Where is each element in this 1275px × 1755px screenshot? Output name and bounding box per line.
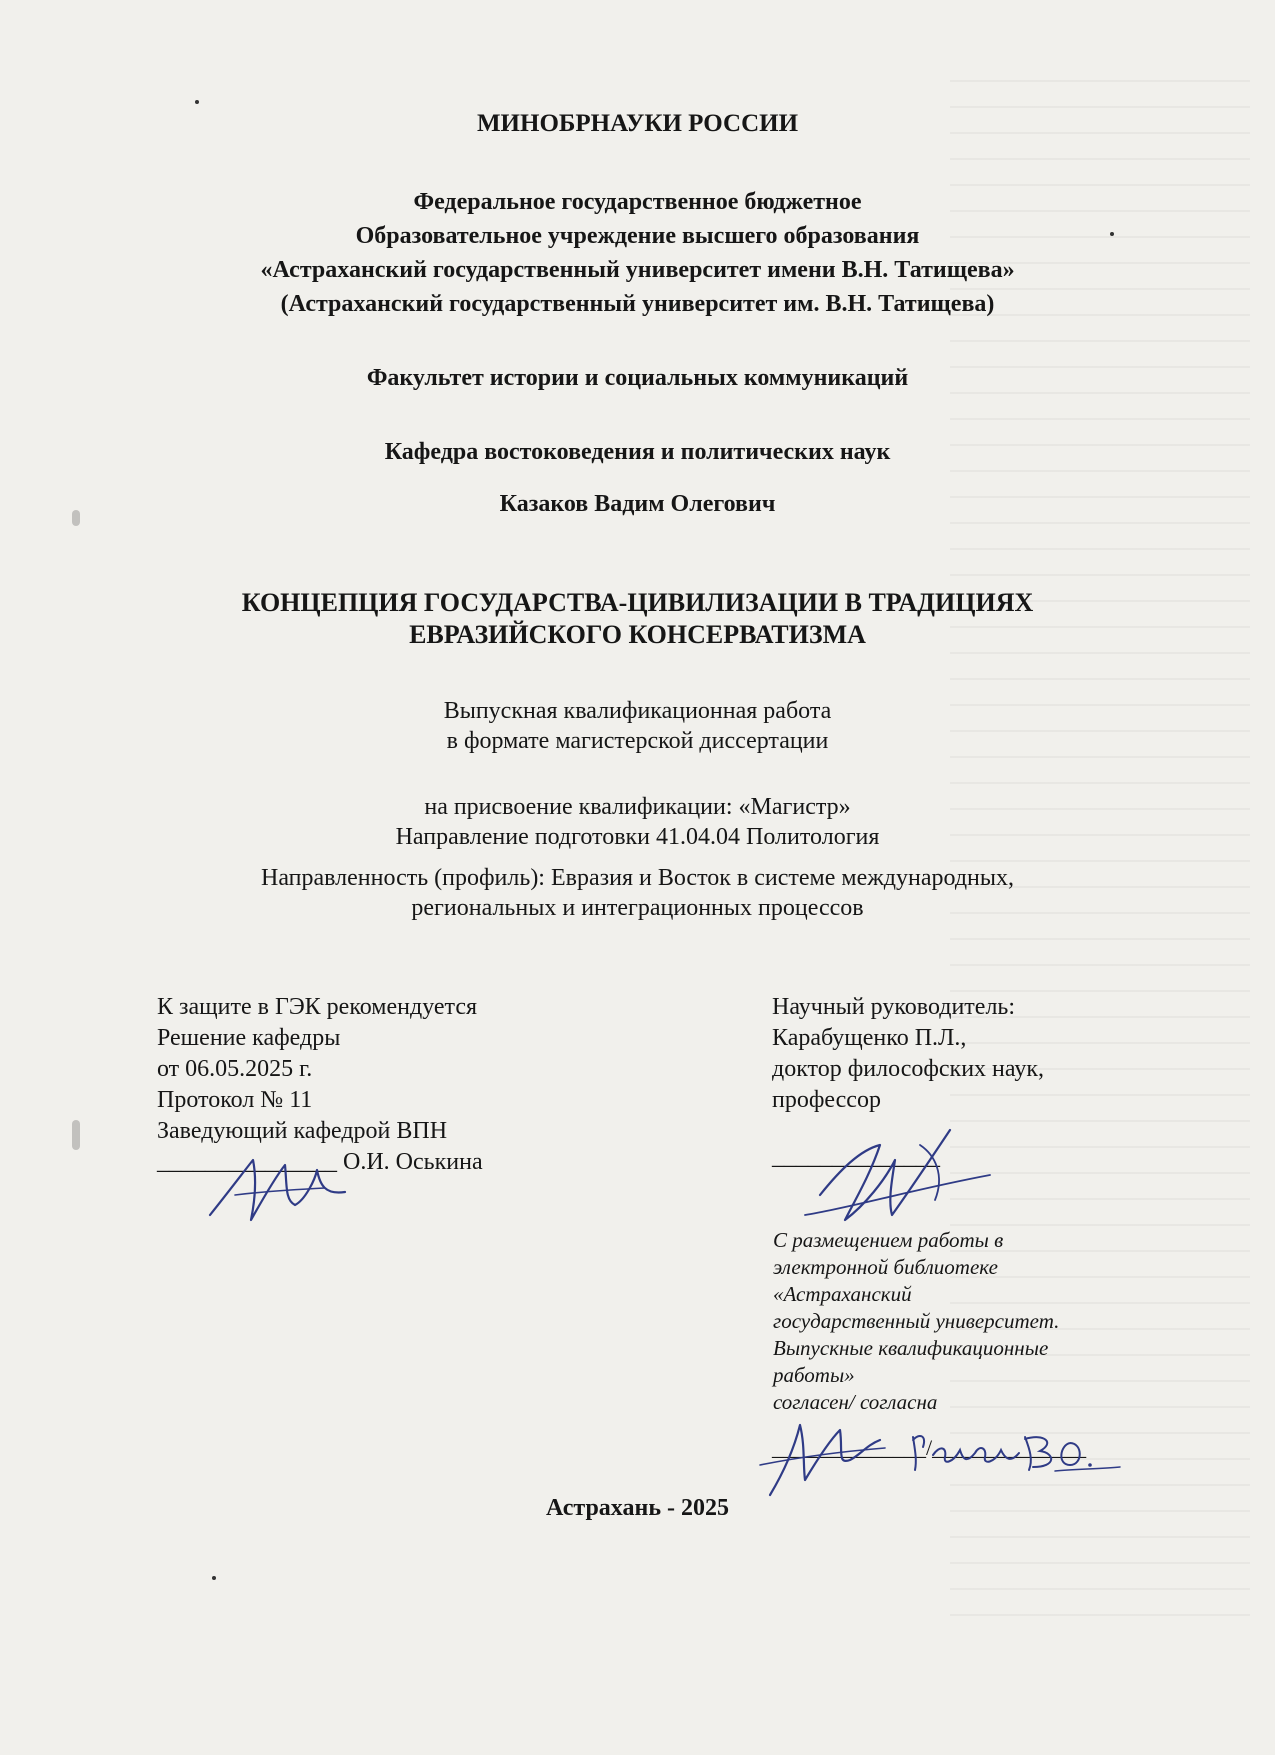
consent-handwritten-name	[905, 1425, 1125, 1475]
supervisor-name: Карабущенко П.Л.,	[772, 1025, 967, 1051]
library-consent-block	[773, 1227, 1059, 1416]
consent-line-1: С размещением работы в	[773, 1228, 1004, 1252]
consent-line-5: Выпускные квалификационные	[773, 1336, 1049, 1360]
supervisor-degree: доктор философских наук,	[772, 1056, 1044, 1082]
head-signature-line: _______________ О.И. Оськина	[157, 1149, 483, 1175]
consent-signature-line: ______________/______________	[772, 1435, 1087, 1460]
consent-line-7: согласен/ согласна	[773, 1390, 938, 1414]
study-direction: Направление подготовки 41.04.04 Политология	[395, 824, 880, 850]
org-line-1: Федеральное государственное бюджетное	[413, 189, 862, 215]
ministry-heading: МИНОБРНАУКИ РОССИИ	[476, 110, 799, 137]
profile-line-1: Направленность (профиль): Евразия и Восток в системе международных,	[260, 865, 1014, 891]
org-line-3: «Астраханский государственный университет имени В.Н. Татищева»	[260, 257, 1015, 283]
consent-line-4: государственный университет.	[773, 1309, 1060, 1333]
author-name: Казаков Вадим Олегович	[499, 491, 776, 517]
city-year: Астрахань - 2025	[545, 1495, 729, 1521]
org-line-4: (Астраханский государственный университет им. В.Н. Татищева)	[280, 291, 995, 317]
approval-line-2: Решение кафедры	[157, 1025, 341, 1051]
thesis-title-line-1: КОНЦЕПЦИЯ ГОСУДАРСТВА-ЦИВИЛИЗАЦИИ В ТРАДИЦИЯХ	[241, 588, 1034, 617]
consent-handwritten-signature	[755, 1410, 890, 1505]
thesis-title-line-2: ЕВРАЗИЙСКОГО КОНСЕРВАТИЗМА	[409, 620, 866, 649]
approval-line-1: К защите в ГЭК рекомендуется	[157, 994, 478, 1020]
head-of-department: Заведующий кафедрой ВПН	[157, 1118, 448, 1144]
consent-line-6: работы»	[773, 1363, 855, 1387]
work-type-line-2: в формате магистерской диссертации	[446, 728, 829, 754]
scan-smudge	[72, 1120, 80, 1150]
supervisor-title: профессор	[772, 1087, 881, 1113]
protocol-number: Протокол № 11	[157, 1087, 313, 1113]
supervisor-signature-line: ______________	[772, 1144, 940, 1170]
consent-line-3: «Астраханский	[773, 1282, 912, 1306]
supervisor-handwritten-signature	[800, 1120, 1000, 1235]
supervisor-label: Научный руководитель:	[772, 994, 1016, 1020]
department-name: Кафедра востоковедения и политических наук	[384, 439, 891, 465]
org-line-2: Образовательное учреждение высшего образования	[355, 223, 920, 249]
scan-speck	[195, 100, 199, 104]
qualification: на присвоение квалификации: «Магистр»	[424, 794, 851, 820]
scan-speck	[212, 1576, 216, 1580]
head-handwritten-signature	[205, 1150, 355, 1225]
consent-line-2: электронной библиотеке	[773, 1255, 998, 1279]
profile-line-2: региональных и интеграционных процессов	[411, 895, 864, 921]
faculty-name: Факультет истории и социальных коммуникаций	[366, 365, 909, 391]
approval-date: от 06.05.2025 г.	[157, 1056, 313, 1082]
work-type-line-1: Выпускная квалификационная работа	[443, 698, 832, 724]
